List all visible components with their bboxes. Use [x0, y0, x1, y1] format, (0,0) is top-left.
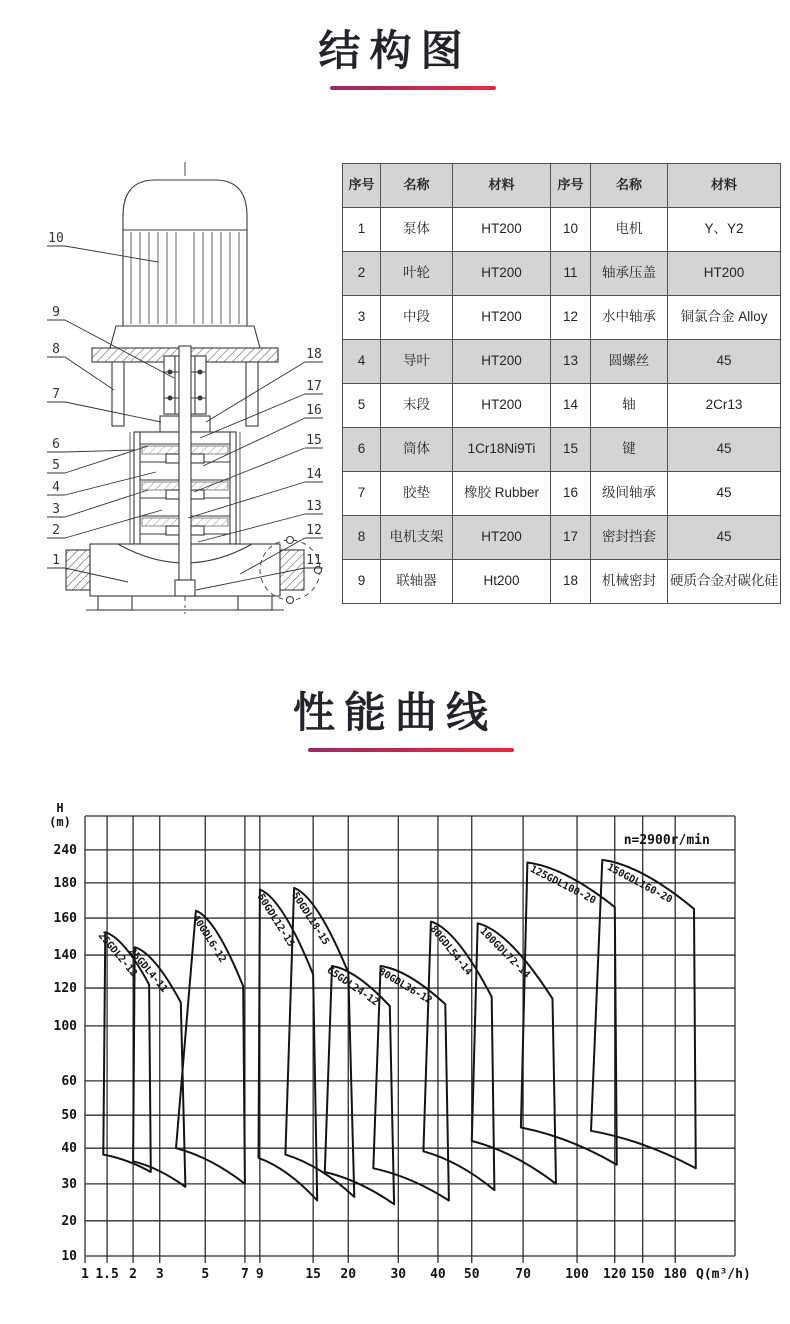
table-row	[343, 252, 551, 296]
table-cell: 水中轴承	[591, 296, 668, 340]
table-cell: 10	[551, 208, 591, 252]
pump-region-label: 80GDL54-14	[427, 923, 474, 978]
callout-number: 9	[52, 305, 60, 320]
pump-structure-diagram	[28, 150, 338, 620]
pump-region-label: 50GDL12-15	[254, 892, 297, 949]
pump-region-label: 65GDL24-12	[324, 964, 381, 1009]
pump-region-curve	[521, 863, 617, 1165]
table-cell: 胶垫	[381, 472, 453, 516]
callout-number: 17	[306, 379, 322, 394]
x-tick-label: 70	[515, 1267, 531, 1282]
table-cell: 6	[343, 428, 381, 472]
table-cell: 45	[668, 340, 781, 384]
table-cell: 45	[668, 472, 781, 516]
table-cell: 16	[551, 472, 591, 516]
discharge-flange	[280, 550, 304, 590]
callout-number: 13	[306, 499, 322, 514]
pump-region-label: 40GDL6-12	[189, 913, 228, 965]
pump-region-label: 25GDL2-12	[95, 930, 139, 980]
column-header: 名称	[591, 164, 668, 208]
x-axis-title: Q(m³/h)	[696, 1267, 751, 1282]
table-row	[551, 384, 781, 428]
pump-region-label: 50GDL18-15	[289, 890, 332, 948]
table-row	[343, 516, 551, 560]
callout-number: 1	[52, 553, 60, 568]
x-tick-label: 120	[603, 1267, 627, 1282]
pump-region-curve	[325, 966, 394, 1204]
callout-number: 12	[306, 523, 322, 538]
table-header-row	[551, 164, 781, 208]
callout-number: 18	[306, 347, 322, 362]
y-tick-label: 120	[53, 981, 77, 997]
callout-number: 2	[52, 523, 60, 538]
table-cell: 橡胶 Rubber	[453, 472, 551, 516]
x-tick-label: 150	[630, 1267, 655, 1282]
table-cell: Y、Y2	[668, 208, 781, 252]
table-cell: HT200	[453, 516, 551, 560]
table-cell: 45	[668, 428, 781, 472]
table-row	[551, 296, 781, 340]
table-cell: 12	[551, 296, 591, 340]
table-cell: 硬质合金对碳化硅	[668, 560, 781, 604]
column-header: 名称	[381, 164, 453, 208]
table-cell: HT200	[668, 252, 781, 296]
motor-body	[123, 180, 247, 326]
table-cell: 45	[668, 516, 781, 560]
callout-number: 14	[306, 467, 322, 482]
x-tick-label: 50	[463, 1267, 480, 1282]
y-axis-title: (m)	[49, 815, 71, 829]
x-tick-label: 180	[663, 1267, 687, 1282]
callout-number: 7	[52, 387, 60, 402]
parts-table-right	[550, 163, 781, 604]
table-cell: 9	[343, 560, 381, 604]
table-cell: 圆螺丝	[591, 340, 668, 384]
x-tick-label: 40	[430, 1267, 446, 1282]
y-tick-label: 240	[53, 842, 77, 858]
motor-support-left	[112, 362, 124, 426]
table-cell: 15	[551, 428, 591, 472]
table-cell: 1	[343, 208, 381, 252]
callout-number: 11	[306, 553, 322, 568]
table-cell: HT200	[453, 384, 551, 428]
performance-section-title: 性能曲线	[292, 689, 497, 736]
table-cell: 末段	[381, 384, 453, 428]
table-row	[551, 340, 781, 384]
pump-region-label: 80GDL36-12	[376, 966, 434, 1007]
table-cell: 18	[551, 560, 591, 604]
table-row	[551, 560, 781, 604]
parts-table-left	[342, 163, 551, 604]
callout-number: 3	[52, 502, 60, 517]
y-tick-label: 30	[61, 1176, 77, 1192]
table-cell: HT200	[453, 252, 551, 296]
column-header: 材料	[668, 164, 781, 208]
table-cell: 2	[343, 252, 381, 296]
table-cell: HT200	[453, 208, 551, 252]
x-tick-label: 3	[155, 1267, 164, 1282]
table-row	[551, 428, 781, 472]
table-row	[551, 208, 781, 252]
y-tick-label: 40	[61, 1141, 77, 1157]
callout-number: 5	[52, 458, 60, 473]
callout-number: 6	[52, 437, 60, 452]
foot-pad	[238, 596, 272, 610]
table-row	[343, 560, 551, 604]
pump-shaft	[179, 346, 191, 584]
pump-region-label: 125GDL100-20	[528, 863, 598, 907]
table-cell: 13	[551, 340, 591, 384]
performance-curve-chart	[20, 798, 780, 1322]
shaft-end-nut	[175, 580, 195, 596]
callout-number: 4	[52, 480, 60, 495]
y-tick-label: 20	[61, 1213, 77, 1229]
y-tick-label: 50	[61, 1108, 77, 1124]
table-cell: 11	[551, 252, 591, 296]
y-tick-label: 140	[53, 948, 77, 964]
callout-number: 10	[48, 231, 64, 246]
table-cell: 泵体	[381, 208, 453, 252]
structure-title-underline	[330, 86, 496, 90]
x-tick-label: 100	[565, 1267, 589, 1282]
x-tick-label: 2	[129, 1267, 138, 1282]
table-cell: 密封挡套	[591, 516, 668, 560]
pump-region-label: 25GDL4-11	[126, 946, 170, 995]
callout-leader	[65, 450, 135, 452]
y-axis-title: H	[56, 801, 64, 815]
column-header: 材料	[453, 164, 551, 208]
x-tick-label: 5	[201, 1267, 210, 1282]
y-tick-label: 60	[61, 1073, 77, 1089]
table-cell: 电机	[591, 208, 668, 252]
column-header: 序号	[343, 164, 381, 208]
x-tick-label: 30	[390, 1267, 407, 1282]
table-row	[343, 472, 551, 516]
table-cell: 4	[343, 340, 381, 384]
table-cell: 5	[343, 384, 381, 428]
y-tick-label: 10	[61, 1249, 77, 1264]
table-cell: 轴承压盖	[591, 252, 668, 296]
table-cell: 3	[343, 296, 381, 340]
column-header: 序号	[551, 164, 591, 208]
table-cell: 轴	[591, 384, 668, 428]
suction-flange	[66, 550, 90, 590]
table-row	[343, 384, 551, 428]
table-row	[343, 340, 551, 384]
x-tick-label: 1	[81, 1267, 89, 1282]
table-cell: 8	[343, 516, 381, 560]
table-cell: 17	[551, 516, 591, 560]
table-cell: 7	[343, 472, 381, 516]
table-cell: 键	[591, 428, 668, 472]
x-tick-label: 7	[240, 1267, 249, 1282]
table-row	[343, 428, 551, 472]
table-row	[551, 516, 781, 560]
table-cell: 导叶	[381, 340, 453, 384]
pump-region-curve	[591, 860, 696, 1168]
table-row	[551, 252, 781, 296]
table-row	[343, 296, 551, 340]
pump-region-label: 100GDL72-14	[477, 925, 532, 981]
y-tick-label: 100	[53, 1018, 77, 1034]
table-cell: 2Cr13	[668, 384, 781, 428]
table-cell: 级间轴承	[591, 472, 668, 516]
x-tick-label: 15	[305, 1267, 321, 1282]
x-tick-label: 1.5	[95, 1267, 119, 1282]
x-tick-label: 9	[255, 1267, 264, 1282]
motor-flange	[110, 326, 260, 348]
table-cell: 机械密封	[591, 560, 668, 604]
x-tick-label: 20	[340, 1267, 357, 1282]
table-cell: 叶轮	[381, 252, 453, 296]
table-cell: HT200	[453, 340, 551, 384]
table-cell: 中段	[381, 296, 453, 340]
table-cell: 联轴器	[381, 560, 453, 604]
callout-number: 15	[306, 433, 322, 448]
callout-number: 16	[306, 403, 322, 418]
y-tick-label: 180	[53, 875, 77, 891]
structure-section-title: 结构图	[318, 27, 472, 74]
speed-note: n=2900r/min	[623, 833, 710, 848]
table-row	[343, 208, 551, 252]
table-header-row	[343, 164, 551, 208]
table-row	[551, 472, 781, 516]
table-cell: 14	[551, 384, 591, 428]
table-cell: 电机支架	[381, 516, 453, 560]
pump-region-label: 150GDL160-20	[605, 861, 674, 906]
y-tick-label: 160	[53, 911, 77, 927]
performance-title-underline	[308, 748, 514, 752]
table-cell: 筒体	[381, 428, 453, 472]
table-cell: 1Cr18Ni9Ti	[453, 428, 551, 472]
callout-number: 8	[52, 342, 60, 357]
table-cell: Ht200	[453, 560, 551, 604]
table-cell: 铜氯合金 Alloy	[668, 296, 781, 340]
foot-pad	[98, 596, 132, 610]
table-cell: HT200	[453, 296, 551, 340]
